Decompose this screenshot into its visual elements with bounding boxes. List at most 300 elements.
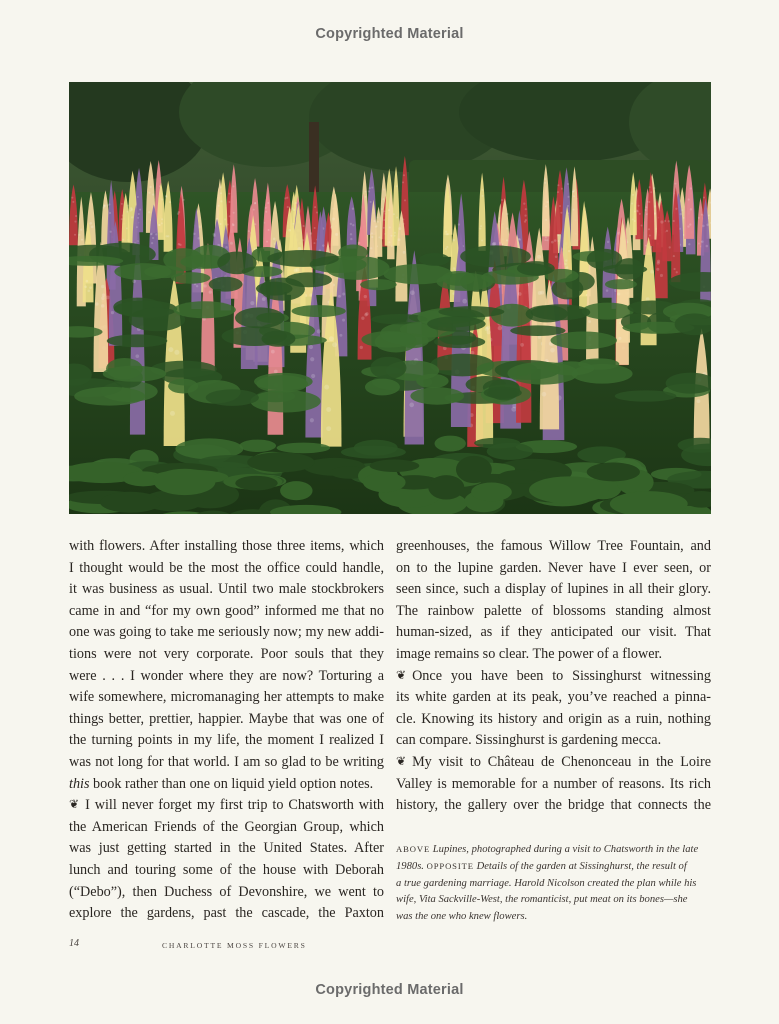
lupine-floret [168, 347, 173, 352]
lupine-floret [506, 213, 508, 215]
lupine-leaf [510, 325, 565, 336]
lupine-leaf [239, 440, 276, 452]
text-line: Valley is memorable for a number of reasons. Its rich [396, 775, 711, 792]
text-line [69, 774, 384, 796]
text-line-content: Once you have been to Sissinghurst witnessing [412, 667, 711, 684]
lupine-floret [632, 194, 634, 196]
paragraph-3 [396, 536, 711, 666]
lupine-floret [233, 185, 235, 187]
lupine-floret [618, 337, 621, 340]
lupine-floret [219, 223, 221, 225]
lupine-floret [524, 221, 526, 223]
lupine-floret [102, 293, 106, 297]
lupine-floret [557, 240, 559, 242]
lupine-floret [688, 243, 690, 245]
lupine-floret [342, 319, 345, 322]
lupine-floret [588, 320, 591, 323]
lupine-floret [253, 209, 255, 211]
lupine-floret [680, 213, 682, 215]
lupine-floret [650, 270, 654, 274]
lupine-floret [286, 197, 288, 199]
lupine-floret [669, 246, 671, 248]
lupine-floret [254, 202, 256, 204]
lupine-floret [381, 208, 383, 210]
lupine-floret [561, 188, 563, 190]
text-line: things better, prettier, happier. Maybe that was one of [69, 710, 384, 727]
lupine-floret [72, 201, 74, 203]
lupine-floret [573, 209, 575, 211]
lupine-floret [228, 201, 230, 203]
text-line: tions were not very corporate. Poor souls that they [69, 645, 384, 662]
text-line: came in and “for my own good” informed me that no [69, 602, 384, 619]
caption-text: 1980s. [396, 861, 427, 873]
lupine-floret [267, 202, 269, 204]
paragraph-5 [396, 752, 711, 817]
lupine-floret [148, 211, 150, 213]
lupine-floret [365, 312, 368, 315]
lupine-leaf [277, 443, 330, 454]
text-line: it was business as usual. Until two male stockbrokers [69, 581, 384, 598]
lupine-floret [382, 198, 384, 200]
lupine-floret [121, 218, 123, 220]
lupine-leaf [550, 331, 616, 349]
lupine-floret [568, 250, 570, 252]
lupine-floret [378, 236, 380, 238]
lupine-floret [403, 174, 405, 176]
lupine-floret [492, 242, 496, 246]
text-line: (“Debo”), then Duchess of Devonshire, we went to [69, 883, 384, 900]
lupine-floret [482, 189, 484, 191]
text-line-content: My visit to Château de Chenonceau in the Loire [412, 753, 711, 770]
lupine-floret [150, 233, 152, 235]
lupine-floret [101, 304, 105, 308]
paragraph-2 [69, 795, 384, 925]
running-head: CHARLOTTE MOSS FLOWERS [162, 941, 307, 950]
lupine-floret [295, 202, 297, 204]
lupine-floret [653, 187, 655, 189]
lupine-floret [566, 266, 568, 268]
foreground-leaf [247, 452, 314, 472]
lupine-leaf [547, 361, 594, 375]
lupine-floret [326, 426, 331, 431]
lupine-floret [538, 291, 542, 295]
lupine-floret [268, 229, 270, 231]
lupine-floret [482, 195, 484, 197]
body-text-right-column [396, 536, 711, 817]
lupine-floret [193, 233, 195, 235]
foreground-leaf [587, 463, 640, 482]
lupine-floret [220, 200, 222, 202]
lupine-floret [383, 189, 385, 191]
caption-text: wife, Vita Sackville-West, the romanticist, put meat on its bones—she [396, 894, 688, 906]
lupine-floret [398, 227, 401, 230]
lupine-leaf [260, 278, 305, 301]
lupine-floret [559, 205, 561, 207]
lupine-floret [649, 186, 651, 188]
lupine-floret [365, 191, 367, 193]
lupine-floret [567, 183, 569, 185]
lupine-floret [674, 183, 676, 185]
lupine-floret [110, 231, 112, 233]
lupine-floret [288, 229, 291, 232]
lupine-floret [389, 226, 391, 228]
lupine-floret [660, 220, 663, 223]
lupine-floret [265, 211, 267, 213]
lupine-floret [104, 205, 106, 207]
text-line: was just getting started in the United States. After [69, 840, 384, 857]
caption-text: Details of the garden at Sissinghurst, the result of [473, 861, 687, 873]
lupine-floret [687, 225, 689, 227]
lupine-floret [544, 239, 546, 241]
foreground-leaf [370, 459, 420, 471]
text-line: on to the lupine garden. Never have I ever seen, or [396, 559, 711, 576]
lupine-floret [607, 241, 610, 244]
text-line: with flowers. After installing those three items, which [69, 538, 384, 554]
lupine-floret [138, 213, 140, 215]
lupine-floret [551, 241, 554, 244]
lupine-floret [74, 234, 76, 236]
lupine-floret [233, 212, 235, 214]
foreground-leaf [100, 492, 161, 513]
lupine-floret [111, 311, 114, 314]
text-line [396, 666, 711, 688]
lupine-floret [668, 220, 670, 222]
lupine-floret [675, 208, 677, 210]
lupine-leaf [410, 387, 464, 404]
lupine-leaf [209, 277, 243, 292]
lupine-floret [458, 223, 460, 225]
text-line: The rainbow palette of blossoms standing almost [396, 602, 711, 619]
lupine-floret [645, 209, 647, 211]
lupine-floret [498, 326, 502, 330]
lupine-floret [370, 247, 372, 249]
lupine-floret [445, 248, 447, 250]
text-line: its white garden at its peak, you’ve reached a pinna- [396, 689, 711, 706]
lupine-floret [557, 191, 559, 193]
text-line: cle. Knowing its history and origin as a ruin, nothing [396, 710, 711, 727]
lupine-floret [394, 232, 396, 234]
lupine-floret [303, 225, 305, 227]
lupine-floret [352, 208, 354, 210]
lupine-floret [161, 198, 163, 200]
lupine-floret [506, 227, 508, 229]
text-line: I thought would be the most the office could handle, [69, 559, 384, 576]
lupine-floret [101, 285, 105, 289]
leaf-ornament-icon: ❦ [69, 797, 80, 812]
lupine-floret [317, 329, 321, 333]
lupine-floret [250, 301, 254, 305]
lupine-leaf [587, 249, 623, 270]
lupine-floret [287, 206, 289, 208]
lupine-floret [447, 233, 449, 235]
lupine-floret [342, 293, 345, 296]
lupine-floret [702, 225, 705, 228]
text-line-rest: book rather than one on liquid yield option notes. [89, 775, 374, 792]
lupine-floret [666, 230, 668, 232]
lupine-floret [676, 271, 678, 273]
lupine-floret [632, 218, 634, 220]
lupine-floret [310, 418, 314, 422]
lupine-floret [284, 197, 286, 199]
lupine-leaf [114, 263, 171, 280]
lupine-floret [364, 196, 366, 198]
lupine-floret [402, 181, 404, 183]
lupine-floret [265, 207, 267, 209]
foreground-leaf [456, 456, 492, 483]
lupine-floret [131, 208, 133, 210]
lupine-floret [373, 220, 375, 222]
caption-text: a true gardening marriage. Harold Nicolson created the plan while his [396, 877, 697, 889]
lupine-floret [248, 230, 250, 232]
text-line: wife somewhere, micromanaging her attempts to make [69, 689, 384, 706]
lupine-floret [388, 209, 390, 211]
lupine-floret [178, 211, 180, 213]
lupine-floret [545, 205, 547, 207]
lupine-floret [634, 211, 636, 213]
lupine-floret [706, 245, 709, 248]
lupine-leaf [370, 357, 406, 379]
lupine-floret [524, 215, 526, 217]
lupine-floret [388, 241, 390, 243]
lupine-floret [213, 234, 216, 237]
lupine-floret [224, 218, 226, 220]
photo-caption [396, 841, 711, 925]
lupine-floret [568, 196, 570, 198]
lupine-leaf [206, 389, 259, 405]
lupine-floret [706, 224, 709, 227]
lupine-floret [637, 210, 639, 212]
lupine-floret [313, 242, 315, 244]
lupine-floret [370, 201, 372, 203]
lupine-leaf [438, 306, 504, 317]
lupine-leaf [487, 443, 533, 460]
lupine-floret [310, 232, 312, 234]
text-line: seen since, such a display of lupines in all their glory. [396, 581, 711, 598]
leaf-ornament-icon: ❦ [396, 667, 407, 682]
lupine-floret [89, 286, 92, 289]
lupine-floret [545, 219, 547, 221]
foreground-leaf [235, 476, 277, 491]
lupine-floret [646, 206, 648, 208]
lupine-leaf [442, 271, 475, 286]
lupine-floret [361, 317, 364, 320]
lupine-leaf [615, 390, 677, 401]
lupine-floret [360, 346, 363, 349]
lupine-floret [332, 217, 335, 220]
lupine-floret [126, 227, 128, 229]
lupine-floret [122, 239, 124, 241]
foreground-leaf [529, 476, 608, 503]
lupine-floret [310, 357, 314, 361]
lupine-floret [673, 268, 675, 270]
paragraph-4 [396, 666, 711, 752]
lupine-floret [230, 242, 233, 245]
lupine-floret [324, 385, 329, 390]
lupine-floret [161, 222, 163, 224]
lupine-floret [479, 228, 481, 230]
lupine-floret [555, 255, 558, 258]
lupine-floret [314, 206, 316, 208]
text-line: explore the gardens, past the cascade, the Paxton [69, 905, 384, 922]
lupine-leaf [106, 358, 143, 379]
lupine-floret [554, 239, 557, 242]
lupine-floret [648, 201, 650, 203]
lupine-photograph [69, 82, 711, 514]
lupine-floret [481, 240, 483, 242]
lupine-floret [109, 212, 111, 214]
text-line: the American Friends of the Georgian Group, which [69, 818, 384, 835]
lupine-floret [80, 229, 82, 231]
lupine-floret [698, 217, 700, 219]
lupine-floret [309, 345, 313, 349]
lupine-floret [545, 236, 547, 238]
lupine-floret [547, 201, 549, 203]
lupine-floret [546, 239, 548, 241]
lupine-floret [132, 279, 136, 283]
text-line: lunch and touring some of the house with Deborah [69, 861, 384, 878]
text-line: human-sized, as if they anticipated our visit. That [396, 624, 711, 641]
text-line [69, 795, 384, 817]
lupine-floret [564, 263, 566, 265]
lupine-floret [371, 232, 373, 234]
lupine-floret [537, 255, 541, 259]
lupine-leaf [168, 379, 198, 394]
lupine-leaf [360, 279, 397, 290]
lupine-leaf [517, 261, 555, 276]
lupine-leaf [74, 387, 145, 406]
lupine-floret [84, 286, 87, 289]
paragraph-1 [69, 536, 384, 795]
lupine-floret [383, 227, 385, 229]
lupine-floret [121, 203, 123, 205]
lupine-floret [703, 197, 705, 199]
lupine-floret [271, 350, 275, 354]
lupine-floret [391, 245, 393, 247]
lupine-floret [383, 219, 385, 221]
lupine-leaf [256, 375, 308, 393]
caption-label-opposite: OPPOSITE [426, 861, 474, 872]
lupine-floret [266, 241, 268, 243]
page-number: 14 [69, 938, 79, 949]
text-line: history, the gallery over the bridge that connects the [396, 797, 711, 814]
lupine-floret [170, 411, 175, 416]
lupine-floret [335, 233, 338, 236]
lupine-leaf [235, 307, 284, 328]
lupine-illustration [69, 82, 711, 514]
lupine-floret [557, 234, 559, 236]
lupine-floret [338, 295, 341, 298]
lupine-floret [660, 274, 663, 277]
caption-text: Lupines, photographed during a visit to Chatsworth in the late [430, 844, 699, 855]
text-line: image remains so clear. The power of a flower. [396, 645, 663, 662]
lupine-floret [311, 374, 315, 378]
lupine-floret [161, 218, 163, 220]
lupine-floret [91, 225, 94, 228]
lupine-floret [394, 235, 396, 237]
lupine-floret [631, 202, 633, 204]
lupine-floret [650, 191, 652, 193]
lupine-floret [649, 235, 651, 237]
lupine-floret [81, 239, 83, 241]
lupine-floret [565, 259, 567, 261]
lupine-floret [137, 217, 139, 219]
lupine-floret [150, 186, 152, 188]
text-line: was not long for that world. I am so glad to be writing [69, 753, 384, 770]
lupine-floret [74, 221, 76, 223]
lupine-floret [274, 370, 278, 374]
lupine-floret [152, 237, 154, 239]
foreground-leaf [154, 469, 216, 495]
lupine-floret [544, 182, 546, 184]
lupine-floret [606, 289, 609, 292]
caption-text: was the one who knew flowers. [396, 910, 528, 922]
lupine-floret [525, 208, 527, 210]
body-text-left-column [69, 536, 384, 925]
text-line: greenhouses, the famous Willow Tree Fountain, and [396, 538, 711, 554]
lupine-floret [167, 235, 169, 237]
lupine-leaf [365, 379, 400, 396]
lupine-floret [462, 299, 467, 304]
lupine-floret [377, 221, 379, 223]
copyright-watermark-top: Copyrighted Material [315, 26, 464, 42]
lupine-leaf [267, 250, 338, 267]
lupine-floret [86, 280, 89, 283]
lupine-floret [165, 195, 167, 197]
lupine-floret [87, 290, 90, 293]
lupine-floret [209, 291, 212, 294]
lupine-floret [657, 262, 660, 265]
text-line [396, 752, 711, 774]
lupine-floret [550, 348, 555, 353]
lupine-floret [329, 336, 334, 341]
lupine-floret [377, 216, 379, 218]
lupine-floret [322, 244, 324, 246]
lupine-floret [690, 187, 692, 189]
lupine-floret [641, 224, 643, 226]
copyright-watermark-bottom: Copyrighted Material [315, 982, 464, 998]
lupine-leaf [487, 389, 517, 399]
lupine-floret [557, 184, 559, 186]
lupine-floret [127, 211, 129, 213]
lupine-leaf [419, 253, 450, 266]
lupine-floret [127, 205, 129, 207]
lupine-floret [371, 186, 373, 188]
foreground-leaf [363, 472, 406, 492]
lupine-floret [139, 209, 141, 211]
foreground-leaf [471, 483, 512, 502]
lupine-floret [75, 215, 77, 217]
lupine-floret [174, 350, 179, 355]
lupine-floret [101, 296, 105, 300]
lupine-floret [326, 407, 331, 412]
lupine-floret [480, 225, 482, 227]
lupine-floret [131, 216, 133, 218]
lupine-floret [151, 242, 153, 244]
lupine-floret [225, 246, 228, 249]
lupine-floret [673, 255, 675, 257]
lupine-floret [393, 213, 395, 215]
lupine-floret [220, 192, 222, 194]
lupine-floret [617, 292, 620, 295]
lupine-floret [350, 233, 352, 235]
lupine-floret [523, 202, 525, 204]
lupine-floret [137, 196, 139, 198]
lupine-floret [198, 237, 200, 239]
lupine-floret [398, 238, 401, 241]
lupine-floret [369, 187, 371, 189]
lupine-floret [183, 199, 185, 201]
lupine-floret [262, 297, 266, 301]
